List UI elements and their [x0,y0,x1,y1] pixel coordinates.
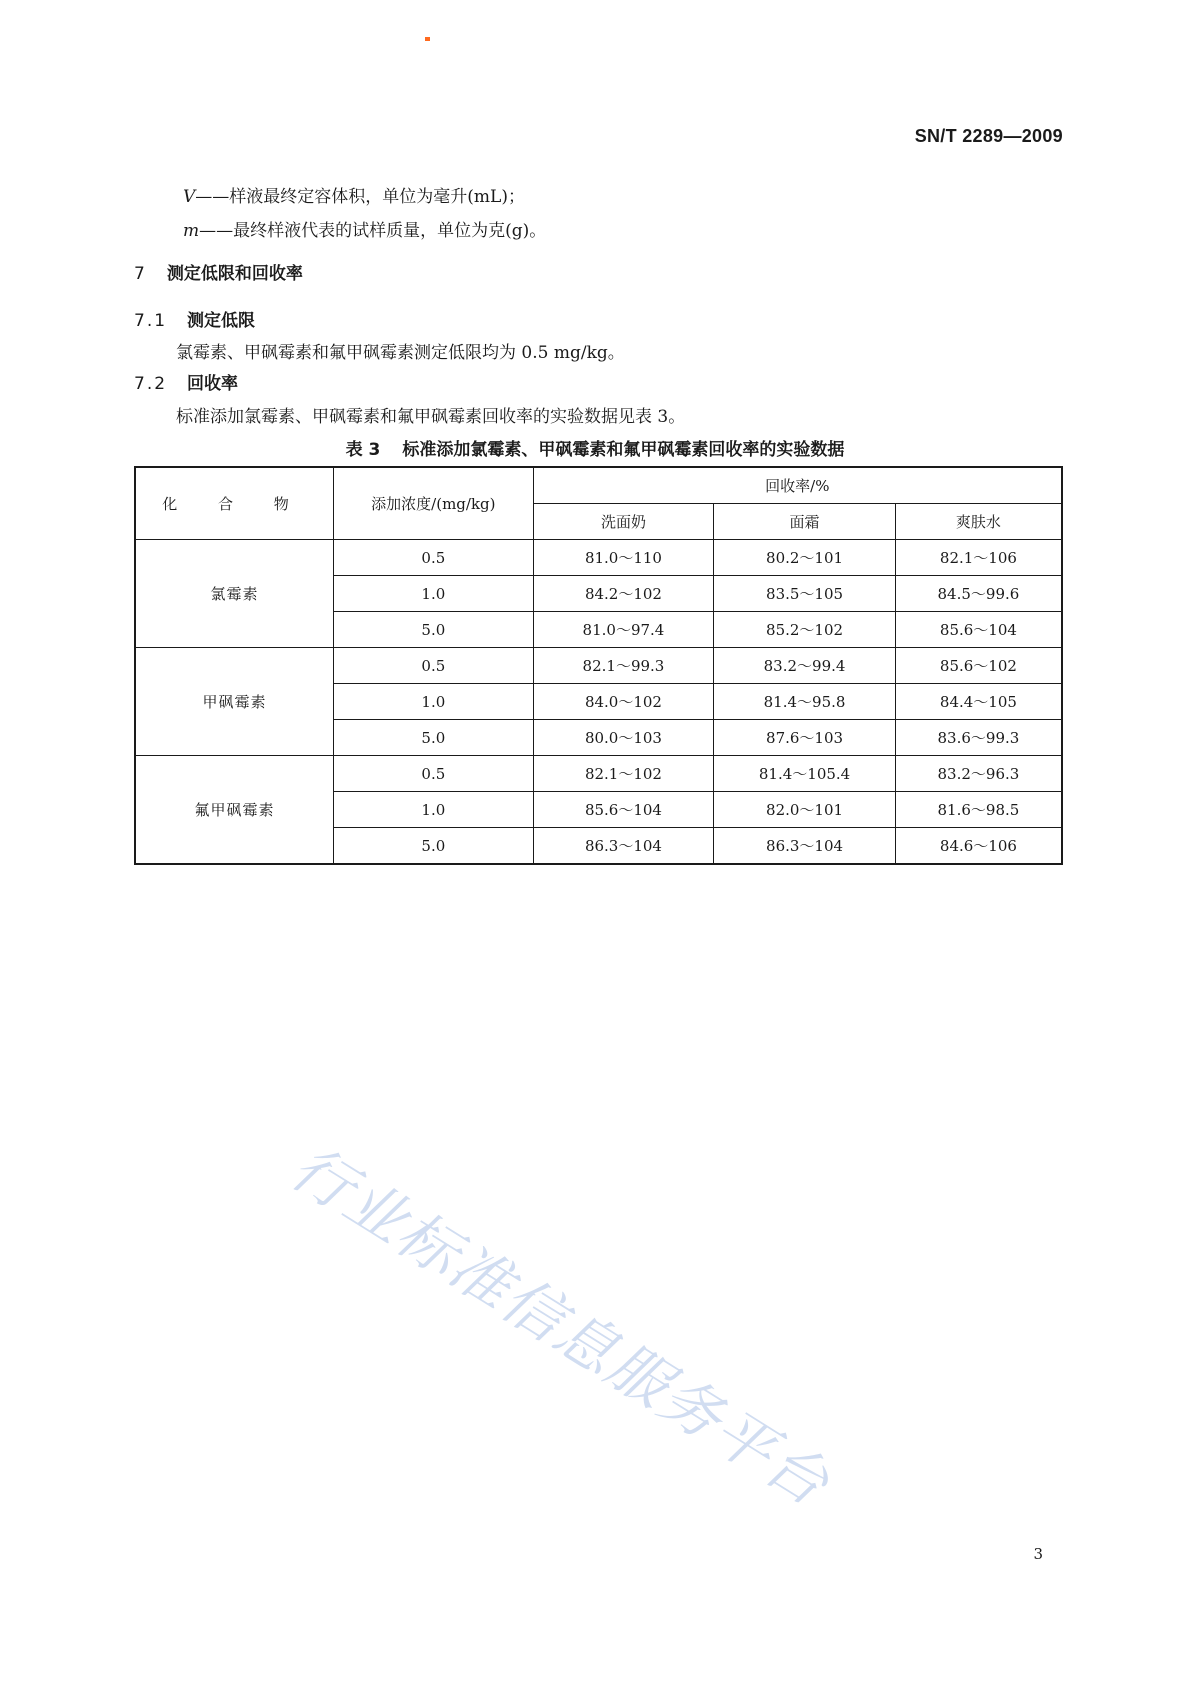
compound-name: 甲砜霉素 [135,648,334,756]
recovery-cell: 82.1～102 [533,756,714,792]
section-number: 7 [134,264,145,284]
recovery-cell: 80.0～103 [533,720,714,756]
recovery-cell: 83.2～99.4 [714,648,896,684]
concentration-cell: 1.0 [334,684,534,720]
orange-mark [425,37,430,41]
header-recovery: 回收率/% [533,467,1062,504]
recovery-cell: 81.4～105.4 [714,756,896,792]
recovery-cell: 83.6～99.3 [895,720,1062,756]
definition-symbol: V [183,187,196,207]
concentration-cell: 0.5 [334,756,534,792]
table-row [135,648,1062,684]
section-7-heading [134,259,303,284]
recovery-cell: 82.1～99.3 [533,648,714,684]
section-7-2-text: 标准添加氯霉素、甲砜霉素和氟甲砜霉素回收率的实验数据见表 3。 [176,407,686,427]
recovery-cell: 84.0～102 [533,684,714,720]
concentration-cell: 5.0 [334,720,534,756]
recovery-cell: 86.3～104 [533,828,714,865]
definition-symbol: m [183,221,200,241]
section-title: 测定低限 [187,311,256,331]
concentration-cell: 5.0 [334,612,534,648]
recovery-cell: 81.4～95.8 [714,684,896,720]
concentration-cell: 5.0 [334,828,534,865]
section-title: 回收率 [187,374,239,394]
variable-definitions [183,180,546,248]
definition-text: ——最终样液代表的试样质量，单位为克(g)。 [199,221,547,241]
recovery-cell: 82.0～101 [714,792,896,828]
definition-m [183,214,546,248]
definition-v [183,180,546,214]
compound-name: 氟甲砜霉素 [135,756,334,865]
document-number: SN/T 2289—2009 [914,126,1063,146]
header-cream: 面霜 [714,504,896,540]
section-number: 7.2 [134,374,168,394]
table-caption-text: 标准添加氯霉素、甲砜霉素和氟甲砜霉素回收率的实验数据 [402,440,845,460]
section-number: 7.1 [134,311,168,331]
recovery-cell: 85.6～104 [895,612,1062,648]
table-caption [0,435,1190,460]
section-title: 测定低限和回收率 [166,264,303,284]
recovery-table [134,466,1063,865]
recovery-cell: 85.6～104 [533,792,714,828]
table-row [135,756,1062,792]
concentration-cell: 0.5 [334,648,534,684]
compound-name: 氯霉素 [135,540,334,648]
page-number: 3 [1033,1545,1043,1563]
recovery-cell: 83.2～96.3 [895,756,1062,792]
recovery-cell: 84.6～106 [895,828,1062,865]
recovery-cell: 87.6～103 [714,720,896,756]
concentration-cell: 0.5 [334,540,534,576]
recovery-cell: 84.5～99.6 [895,576,1062,612]
definition-text: ——样液最终定容体积，单位为毫升(mL)； [195,187,525,207]
recovery-cell: 80.2～101 [714,540,896,576]
recovery-cell: 82.1～106 [895,540,1062,576]
recovery-cell: 83.5～105 [714,576,896,612]
section-7-1-text: 氯霉素、甲砜霉素和氟甲砜霉素测定低限均为 0.5 mg/kg。 [176,343,625,363]
section-7-2-heading [134,369,238,394]
recovery-cell: 84.2～102 [533,576,714,612]
recovery-cell: 85.2～102 [714,612,896,648]
recovery-cell: 81.6～98.5 [895,792,1062,828]
header-toner: 爽肤水 [895,504,1062,540]
table-caption-number: 表 3 [345,440,381,460]
header-concentration: 添加浓度/(mg/kg) [334,467,534,540]
section-7-1-heading [134,306,255,331]
recovery-cell: 81.0～97.4 [533,612,714,648]
recovery-cell: 86.3～104 [714,828,896,865]
concentration-cell: 1.0 [334,576,534,612]
recovery-cell: 81.0～110 [533,540,714,576]
header-compound: 化 合 物 [135,467,334,540]
watermark: 行业标准信息服务平台 [278,1132,842,1521]
concentration-cell: 1.0 [334,792,534,828]
header-cleanser: 洗面奶 [533,504,714,540]
recovery-cell: 84.4～105 [895,684,1062,720]
table-row [135,540,1062,576]
recovery-cell: 85.6～102 [895,648,1062,684]
